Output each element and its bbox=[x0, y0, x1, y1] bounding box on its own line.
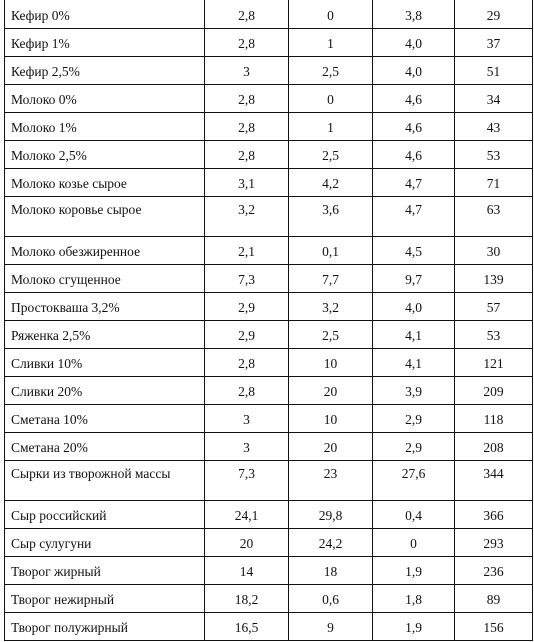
product-name-cell: Молоко 0% bbox=[5, 85, 205, 113]
fat-cell: 2,5 bbox=[289, 321, 373, 349]
product-name-cell: Молоко обезжиренное bbox=[5, 237, 205, 265]
product-name-cell: Сметана 20% bbox=[5, 433, 205, 461]
product-name-cell: Молоко коровье сырое bbox=[5, 197, 205, 237]
nutrition-table-body bbox=[5, 0, 533, 641]
table-row bbox=[5, 585, 533, 613]
carbs-cell: 2,9 bbox=[373, 405, 455, 433]
table-row bbox=[5, 349, 533, 377]
protein-cell: 7,3 bbox=[205, 265, 289, 293]
table-row bbox=[5, 377, 533, 405]
carbs-cell: 9,7 bbox=[373, 265, 455, 293]
carbs-cell: 4,5 bbox=[373, 237, 455, 265]
fat-cell: 3,2 bbox=[289, 293, 373, 321]
product-name-cell: Сливки 20% bbox=[5, 377, 205, 405]
carbs-cell: 4,0 bbox=[373, 293, 455, 321]
calories-cell: 34 bbox=[455, 85, 533, 113]
protein-cell: 2,8 bbox=[205, 349, 289, 377]
nutrition-table bbox=[4, 0, 533, 641]
protein-cell: 2,8 bbox=[205, 113, 289, 141]
fat-cell: 23 bbox=[289, 461, 373, 501]
carbs-cell: 0 bbox=[373, 529, 455, 557]
table-row bbox=[5, 529, 533, 557]
calories-cell: 121 bbox=[455, 349, 533, 377]
calories-cell: 71 bbox=[455, 169, 533, 197]
calories-cell: 29 bbox=[455, 0, 533, 29]
product-name-cell: Молоко 1% bbox=[5, 113, 205, 141]
carbs-cell: 3,8 bbox=[373, 0, 455, 29]
protein-cell: 2,8 bbox=[205, 377, 289, 405]
table-row bbox=[5, 293, 533, 321]
carbs-cell: 4,0 bbox=[373, 57, 455, 85]
protein-cell: 2,8 bbox=[205, 0, 289, 29]
fat-cell: 9 bbox=[289, 613, 373, 641]
product-name-cell: Сливки 10% bbox=[5, 349, 205, 377]
carbs-cell: 3,9 bbox=[373, 377, 455, 405]
protein-cell: 14 bbox=[205, 557, 289, 585]
carbs-cell: 4,0 bbox=[373, 29, 455, 57]
calories-cell: 366 bbox=[455, 501, 533, 529]
fat-cell: 0,6 bbox=[289, 585, 373, 613]
table-row bbox=[5, 265, 533, 293]
protein-cell: 16,5 bbox=[205, 613, 289, 641]
fat-cell: 20 bbox=[289, 377, 373, 405]
product-name-cell: Молоко 2,5% bbox=[5, 141, 205, 169]
calories-cell: 30 bbox=[455, 237, 533, 265]
product-name-cell: Молоко сгущенное bbox=[5, 265, 205, 293]
product-name-cell: Творог полужирный bbox=[5, 613, 205, 641]
product-name-cell: Ряженка 2,5% bbox=[5, 321, 205, 349]
protein-cell: 3 bbox=[205, 433, 289, 461]
product-name-cell: Сметана 10% bbox=[5, 405, 205, 433]
carbs-cell: 4,6 bbox=[373, 141, 455, 169]
calories-cell: 236 bbox=[455, 557, 533, 585]
product-name-cell: Творог жирный bbox=[5, 557, 205, 585]
fat-cell: 0,1 bbox=[289, 237, 373, 265]
protein-cell: 2,8 bbox=[205, 29, 289, 57]
protein-cell: 2,1 bbox=[205, 237, 289, 265]
table-row bbox=[5, 113, 533, 141]
carbs-cell: 4,6 bbox=[373, 113, 455, 141]
protein-cell: 18,2 bbox=[205, 585, 289, 613]
protein-cell: 2,8 bbox=[205, 85, 289, 113]
carbs-cell: 2,9 bbox=[373, 433, 455, 461]
calories-cell: 293 bbox=[455, 529, 533, 557]
fat-cell: 1 bbox=[289, 29, 373, 57]
protein-cell: 3 bbox=[205, 57, 289, 85]
carbs-cell: 1,9 bbox=[373, 613, 455, 641]
table-row bbox=[5, 557, 533, 585]
calories-cell: 344 bbox=[455, 461, 533, 501]
calories-cell: 89 bbox=[455, 585, 533, 613]
product-name-cell: Кефир 0% bbox=[5, 0, 205, 29]
carbs-cell: 1,8 bbox=[373, 585, 455, 613]
table-row bbox=[5, 29, 533, 57]
protein-cell: 3,2 bbox=[205, 197, 289, 237]
carbs-cell: 0,4 bbox=[373, 501, 455, 529]
carbs-cell: 4,7 bbox=[373, 169, 455, 197]
calories-cell: 57 bbox=[455, 293, 533, 321]
product-name-cell: Творог нежирный bbox=[5, 585, 205, 613]
table-row bbox=[5, 405, 533, 433]
carbs-cell: 27,6 bbox=[373, 461, 455, 501]
product-name-cell: Сыр российский bbox=[5, 501, 205, 529]
table-row bbox=[5, 237, 533, 265]
fat-cell: 0 bbox=[289, 0, 373, 29]
protein-cell: 20 bbox=[205, 529, 289, 557]
protein-cell: 3,1 bbox=[205, 169, 289, 197]
product-name-cell: Молоко козье сырое bbox=[5, 169, 205, 197]
product-name-cell: Сыр сулугуни bbox=[5, 529, 205, 557]
carbs-cell: 4,1 bbox=[373, 349, 455, 377]
protein-cell: 2,9 bbox=[205, 293, 289, 321]
carbs-cell: 4,7 bbox=[373, 197, 455, 237]
fat-cell: 0 bbox=[289, 85, 373, 113]
calories-cell: 208 bbox=[455, 433, 533, 461]
carbs-cell: 4,6 bbox=[373, 85, 455, 113]
fat-cell: 18 bbox=[289, 557, 373, 585]
protein-cell: 3 bbox=[205, 405, 289, 433]
carbs-cell: 4,1 bbox=[373, 321, 455, 349]
calories-cell: 118 bbox=[455, 405, 533, 433]
table-row bbox=[5, 501, 533, 529]
product-name-cell: Кефир 2,5% bbox=[5, 57, 205, 85]
product-name-cell: Простокваша 3,2% bbox=[5, 293, 205, 321]
fat-cell: 24,2 bbox=[289, 529, 373, 557]
calories-cell: 156 bbox=[455, 613, 533, 641]
fat-cell: 2,5 bbox=[289, 141, 373, 169]
product-name-cell: Сырки из творожной массы bbox=[5, 461, 205, 501]
fat-cell: 7,7 bbox=[289, 265, 373, 293]
table-row bbox=[5, 433, 533, 461]
table-row bbox=[5, 57, 533, 85]
fat-cell: 2,5 bbox=[289, 57, 373, 85]
calories-cell: 53 bbox=[455, 321, 533, 349]
table-row bbox=[5, 141, 533, 169]
calories-cell: 209 bbox=[455, 377, 533, 405]
protein-cell: 2,9 bbox=[205, 321, 289, 349]
table-row bbox=[5, 169, 533, 197]
fat-cell: 10 bbox=[289, 349, 373, 377]
table-row bbox=[5, 85, 533, 113]
calories-cell: 43 bbox=[455, 113, 533, 141]
calories-cell: 53 bbox=[455, 141, 533, 169]
table-row bbox=[5, 321, 533, 349]
fat-cell: 1 bbox=[289, 113, 373, 141]
fat-cell: 3,6 bbox=[289, 197, 373, 237]
fat-cell: 4,2 bbox=[289, 169, 373, 197]
table-row bbox=[5, 613, 533, 641]
protein-cell: 7,3 bbox=[205, 461, 289, 501]
table-row bbox=[5, 0, 533, 29]
product-name-cell: Кефир 1% bbox=[5, 29, 205, 57]
carbs-cell: 1,9 bbox=[373, 557, 455, 585]
table-row bbox=[5, 197, 533, 237]
calories-cell: 51 bbox=[455, 57, 533, 85]
fat-cell: 10 bbox=[289, 405, 373, 433]
calories-cell: 63 bbox=[455, 197, 533, 237]
protein-cell: 2,8 bbox=[205, 141, 289, 169]
calories-cell: 37 bbox=[455, 29, 533, 57]
calories-cell: 139 bbox=[455, 265, 533, 293]
fat-cell: 20 bbox=[289, 433, 373, 461]
fat-cell: 29,8 bbox=[289, 501, 373, 529]
protein-cell: 24,1 bbox=[205, 501, 289, 529]
table-row bbox=[5, 461, 533, 501]
